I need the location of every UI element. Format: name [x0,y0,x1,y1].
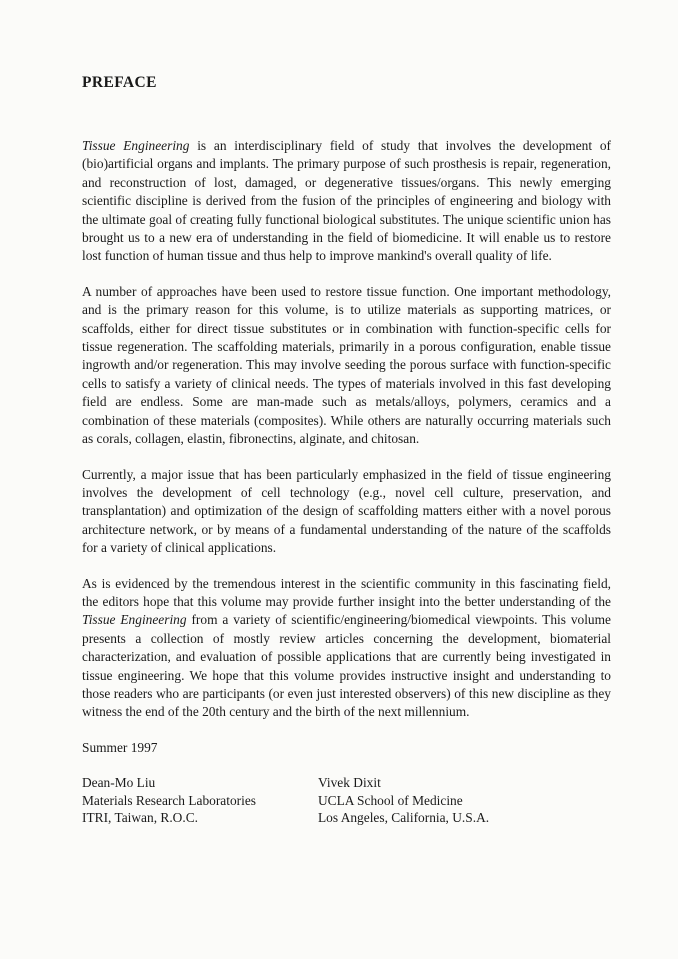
editor-affiliation: UCLA School of Medicine [318,792,463,808]
signature-editor-1 [82,774,318,827]
page-title: PREFACE [82,74,157,91]
italic-term: Tissue Engineering [82,138,190,153]
paragraph-4 [82,575,611,722]
paragraph-text: Currently, a major issue that has been particularly emphasized in the field of tissue engineering involves the development of cell technology (e.g., novel cell culture, preservation, and transplantation) and optimization of the design of scaffolding matters either with a novel porous architecture network, or by means of a fundamental understanding of the nature of the scaffolds for a variety of clinical applications. [82,466,611,556]
editor-affiliation: Materials Research Laboratories [82,792,256,808]
editor-location: Los Angeles, California, U.S.A. [318,810,490,826]
paragraph-text: A number of approaches have been used to restore tissue function. One important methodology, and is the primary reason for this volume, is to utilize materials as supporting matrices, or scaffolds, either for direct tissue substitutes or in combination with function-specific cells for tissue regeneration. The scaffolding materials, primarily in a porous configuration, enable tissue ingrowth and/or regeneration. This may involve seeding the porous surface with function-specific cells to satisfy a variety of clinical needs. The types of materials involved in this fast developing field are endless. Some are man-made such as metals/alloys, polymers, ceramics and a combination of these materials (composites). While others are naturally occurring materials such as corals, collagen, elastin, fibronectins, alginate, and chitosan. [82,283,611,447]
paragraph-text: As is evidenced by the tremendous interest in the scientific community in this fascinating field, the editors hope that this volume may provide further insight into the better understanding of the [82,575,611,609]
paragraph-2 [82,283,611,449]
signature-editor-2 [318,774,489,827]
paragraph-1 [82,137,611,266]
editor-name: Vivek Dixit [318,775,381,791]
italic-term: Tissue Engineering [82,612,187,628]
editor-name: Dean-Mo Liu [82,775,156,791]
preface-body [82,137,611,827]
date-line: Summer 1997 [82,739,158,755]
paragraph-text: is an interdisciplinary field of study that involves the development of (bio)artificial organs and implants. The primary purpose of such prosthesis is repair, regeneration, and reconstruction of lost, damaged, or degenerative tissues/organs. This newly emerging scientific discipline is derived from the fusion of the principles of engineering and biology with the ultimate goal of creating fully functional biological substitutes. The unique scientific union has brought us to a new era of understanding in the field of biomedicine. It will enable us to restore lost function of human tissue and thus help to improve mankind's overall quality of life. [82,138,611,264]
paragraph-3 [82,466,611,558]
signature-block [82,774,611,827]
editor-location: ITRI, Taiwan, R.O.C. [82,810,198,826]
paragraph-text: from a variety of scientific/engineering/biomedical viewpoints. This volume presents a collection of mostly review articles concerning the development, biomaterial characterization, and evaluation of possible applications that are currently being investigated in tissue engineering. We hope that this volume provides instructive insight and understanding to those readers who are participants (or even just interested observers) of this new discipline as they witness the end of the 20th century and the birth of the next millennium. [82,612,611,720]
